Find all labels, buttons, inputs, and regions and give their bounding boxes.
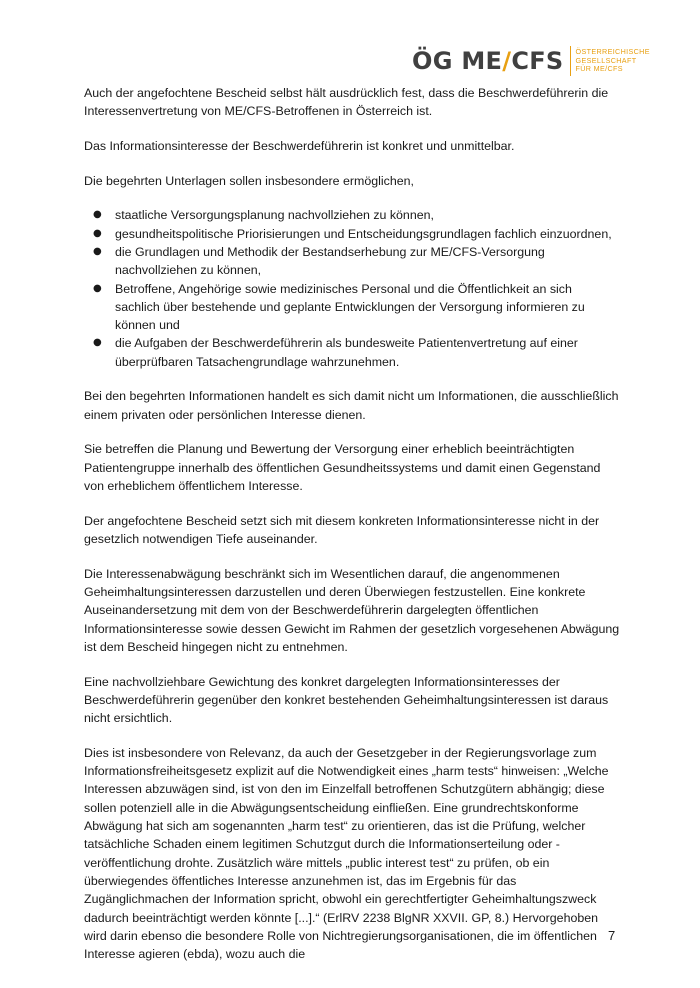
paragraph-7: Die Interessenabwägung beschränkt sich im Wesentlichen darauf, die angenommenen Geheimhaltungsinteressen darzustellen und deren Überwiegen festzustellen. Eine konkrete Auseinandersetzung mit dem von der Beschwerdeführerin dargelegten öffentlichen Informationsinteresse sowie dessen Gewicht im Rahmen der gesetzlich vorgesehenen Abwägung ist dem Bescheid hingegen nicht zu entnehmen. bbox=[84, 566, 620, 654]
bullet-item-4: ● Betroffene, Angehörige sowie medizinisches Personal und die Öffentlichkeit an sich sachlich über bestehende und geplante Entwicklungen der Versorgung informieren zu können und bbox=[84, 280, 620, 335]
logo-mark-slash: / bbox=[502, 47, 512, 75]
logo-mark-prefix: ÖG ME bbox=[412, 47, 503, 75]
paragraph-1: Auch der angefochtene Bescheid selbst hält ausdrücklich fest, dass die Beschwerdeführerin die Interessenvertretung von ME/CFS-Betroffenen in Österreich ist. bbox=[84, 86, 609, 119]
bullet-item-5: ● die Aufgaben der Beschwerdeführerin als bundesweite Patientenvertretung auf einer überprüfbaren Tatsachengrundlage wahrzunehmen. bbox=[84, 334, 620, 371]
paragraph-4: Bei den begehrten Informationen handelt es sich damit nicht um Informationen, die ausschließlich einem privaten oder persönlichen Interesse dienen. bbox=[84, 389, 619, 422]
page-number: 7 bbox=[608, 928, 616, 943]
paragraph-3: Die begehrten Unterlagen sollen insbesondere ermöglichen, bbox=[84, 173, 414, 188]
logo-subtitle bbox=[576, 48, 650, 74]
logo-subtitle-line-3: FÜR ME/CFS bbox=[575, 64, 623, 74]
paragraph-5: Sie betreffen die Planung und Bewertung der Versorgung einer erheblich beeinträchtigten Patientengruppe innerhalb des öffentlichen Gesundheitssystems und damit einen Gegenstand von erheblichem öffentlichem Interesse. bbox=[84, 442, 601, 493]
bullet-item-2: ● gesundheitspolitische Priorisierungen und Entscheidungsgrundlagen fachlich einzuordnen, bbox=[84, 225, 620, 243]
logo-subtitle-line-1: ÖSTERREICHISCHE bbox=[575, 47, 650, 57]
paragraph-2: Das Informationsinteresse der Beschwerdeführerin ist konkret und unmittelbar. bbox=[84, 138, 515, 153]
bullet-item-3: ● die Grundlagen und Methodik der Bestandserhebung zur ME/CFS-Versorgung nachvollziehen zu können, bbox=[84, 243, 620, 280]
logo-subtitle-line-2: GESELLSCHAFT bbox=[575, 55, 637, 65]
paragraph-9: Dies ist insbesondere von Relevanz, da auch der Gesetzgeber in der Regierungsvorlage zum Informationsfreiheitsgesetz explizit auf die Notwendigkeit eines „harm tests“ hinweisen: „Welche Interessen abzuwägen sind, ist von den im Einzelfall betroffenen Schutzgütern abhängig; diese sollen potenziell alle in die Abwägungsentscheidung einfließen. Eine grundrechtskonforme Abwägung hat sich am sogenannten „harm test“ zu orientieren, das ist die Prüfung, welcher tatsächliche Schaden einem legitimen Schutzgut durch die Informationserteilung oder -veröffentlichung drohte. Zusätzlich wäre mittels „public interest test“ zu prüfen, ob ein überwiegendes öffentliches Interesse anzunehmen ist, das im Ergebnis für das Zugänglichmachen der Information spricht, obwohl ein gerechtfertigter Geheimhaltungszweck dadurch beeinträchtigt werden könnte [...].“ (ErlRV 2238 BlgNR XXVII. GP, 8.) Hervorgehoben wird darin ebenso die besondere Rolle von Nichtregierungsorganisationen, die im öffentlichen Interesse agieren (ebda), wozu auch die bbox=[84, 745, 609, 962]
logo-divider bbox=[570, 46, 571, 76]
document-body bbox=[84, 84, 620, 980]
bullet-list bbox=[84, 206, 620, 371]
paragraph-6: Der angefochtene Bescheid setzt sich mit diesem konkreten Informationsinteresse nicht in der gesetzlich notwendigen Tiefe auseinander. bbox=[84, 513, 600, 546]
logo-wordmark bbox=[412, 46, 564, 76]
organization-logo bbox=[412, 46, 650, 76]
bullet-item-1: ● staatliche Versorgungsplanung nachvollziehen zu können, bbox=[84, 206, 620, 224]
logo-mark-suffix: CFS bbox=[511, 47, 564, 75]
paragraph-8: Eine nachvollziehbare Gewichtung des konkret dargelegten Informationsinteresses der Beschwerdeführerin gegenüber den konkret bestehenden Geheimhaltungsinteressen ist daraus nicht ersichtlich. bbox=[84, 674, 609, 726]
